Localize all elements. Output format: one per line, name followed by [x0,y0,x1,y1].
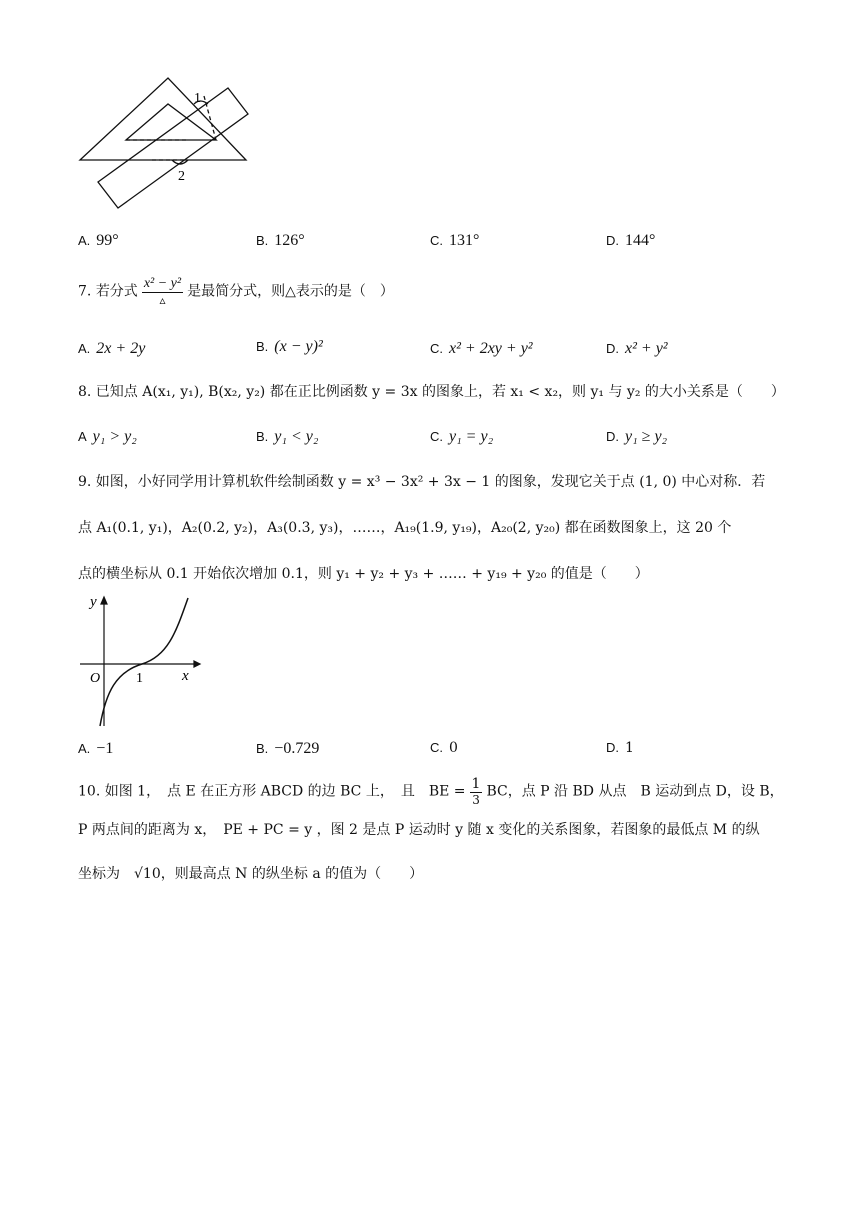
q8-option-a[interactable] [78,428,137,446]
option-text: x² + 2xy + y² [449,340,533,357]
option-text: 131° [449,232,480,249]
q9-option-a[interactable] [78,740,113,758]
q9-line-3-text: 点的横坐标从 0.1 开始依次增加 0.1，则 y₁ + y₂ + y₃ + …… + y₁₉ + y₂₀ 的值是（ ） [78,566,649,582]
q7-option-c[interactable] [430,340,533,358]
q9-line-2 [78,520,731,537]
angle-2-label: 2 [178,169,185,184]
option-label: A. [78,741,91,756]
cubic-curve [100,598,188,726]
q10-line-3-text: 坐标为 √10，则最高点 N 的纵坐标 a 的值为（ ） [78,866,424,882]
option-label: A. [78,233,91,248]
q7-option-b[interactable] [256,338,323,356]
origin-label: O [90,671,101,686]
fraction-numerator: x² − y² [143,276,182,291]
option-label: B. [256,429,269,444]
y-axis-arrow [101,597,107,604]
q6-option-a[interactable] [78,232,119,250]
q9-line-3 [78,566,649,583]
q8-stem [78,384,785,401]
option-text: y₁ < y₂ [274,428,319,445]
option-text: (x − y)² [274,338,323,355]
option-text: 2x + 2y [96,340,146,357]
option-text: y₁ ≥ y₂ [625,428,668,445]
angle-1-label: 1 [194,91,201,106]
q6-option-b[interactable] [256,232,305,250]
option-label: D. [606,429,619,444]
q9-option-c[interactable] [430,740,458,756]
option-text: 99° [96,232,119,249]
option-label: C. [430,233,443,248]
option-label: C. [430,740,443,755]
q10-line-2-text: P 两点间的距离为 x， PE + PC = y ，图 2 是点 P 运动时 y 随 x 变化的关系图象，若图象的最低点 M 的纵 [78,822,760,838]
q10-line-1-b: BC，点 P 沿 BD 从点 B 运动到点 D，设 B， [486,783,784,800]
q6-figure [76,74,256,214]
option-text: 1 [625,740,634,756]
x-axis-arrow [194,661,200,667]
option-label: D. [606,233,619,248]
option-label: C. [430,429,443,444]
q9-option-b[interactable] [256,740,319,758]
q7-fraction [142,276,183,307]
option-text: 0 [449,740,458,756]
q7-stem [78,276,394,307]
outer-triangle [80,78,246,160]
q9-line-1 [78,474,765,491]
q8-text: 8. 已知点 A(x₁, y₁), B(x₂, y₂) 都在正比例函数 y = 3x 的图象上，若 x₁ < x₂，则 y₁ 与 y₂ 的大小关系是（ ） [78,384,785,400]
q7-suffix: 是最简分式，则△表示的是（ ） [187,283,394,300]
option-text: y₁ = y₂ [449,428,494,445]
straight-ruler [98,88,248,208]
option-label: A [78,429,87,444]
q10-line-1 [78,776,784,807]
q7-prefix: 若分式 [95,283,138,300]
option-label: C. [430,341,443,356]
q8-option-c[interactable] [430,428,493,446]
q8-option-b[interactable] [256,428,318,446]
question-number: 7. [78,283,92,300]
q8-option-d[interactable] [606,428,667,446]
q9-graph [76,592,206,732]
option-label: B. [256,741,269,756]
q6-option-d[interactable] [606,232,655,250]
option-text: x² + y² [625,340,668,357]
y-axis-label: y [90,594,97,610]
x-axis-label: x [182,668,189,684]
q10-line-2 [78,822,760,839]
option-label: D. [606,341,619,356]
option-text: y₁ > y₂ [92,428,137,445]
fraction-numerator: 1 [471,776,481,792]
option-text: 126° [274,232,305,249]
option-label: D. [606,740,619,755]
q7-option-a[interactable] [78,340,145,358]
option-text: −0.729 [274,740,320,757]
option-text: −1 [96,740,114,757]
q10-fraction [470,776,483,807]
q10-line-1-a: 10. 如图 1， 点 E 在正方形 ABCD 的边 BC 上， 且 BE = [78,783,466,800]
fraction-denominator: ▵ [159,293,166,307]
q7-option-d[interactable] [606,340,668,358]
option-label: B. [256,339,269,354]
q6-option-c[interactable] [430,232,479,250]
option-label: B. [256,233,269,248]
fraction-denominator: 3 [472,793,480,807]
tick-1-label: 1 [136,671,143,686]
inner-triangle [126,104,216,140]
option-label: A. [78,341,91,356]
q10-line-3 [78,866,423,883]
q9-line-1-text: 9. 如图，小好同学用计算机软件绘制函数 y = x³ − 3x² + 3x − 1 的图象，发现它关于点 (1, 0) 中心对称．若 [78,474,766,490]
q9-line-2-text: 点 A₁(0.1, y₁)，A₂(0.2, y₂)，A₃(0.3, y₃)，……，A₁₉(1.9, y₁₉)，A₂₀(2, y₂₀) 都在函数图象上，这 20 个 [78,520,732,536]
q9-option-d[interactable] [606,740,634,756]
option-text: 144° [625,232,656,249]
